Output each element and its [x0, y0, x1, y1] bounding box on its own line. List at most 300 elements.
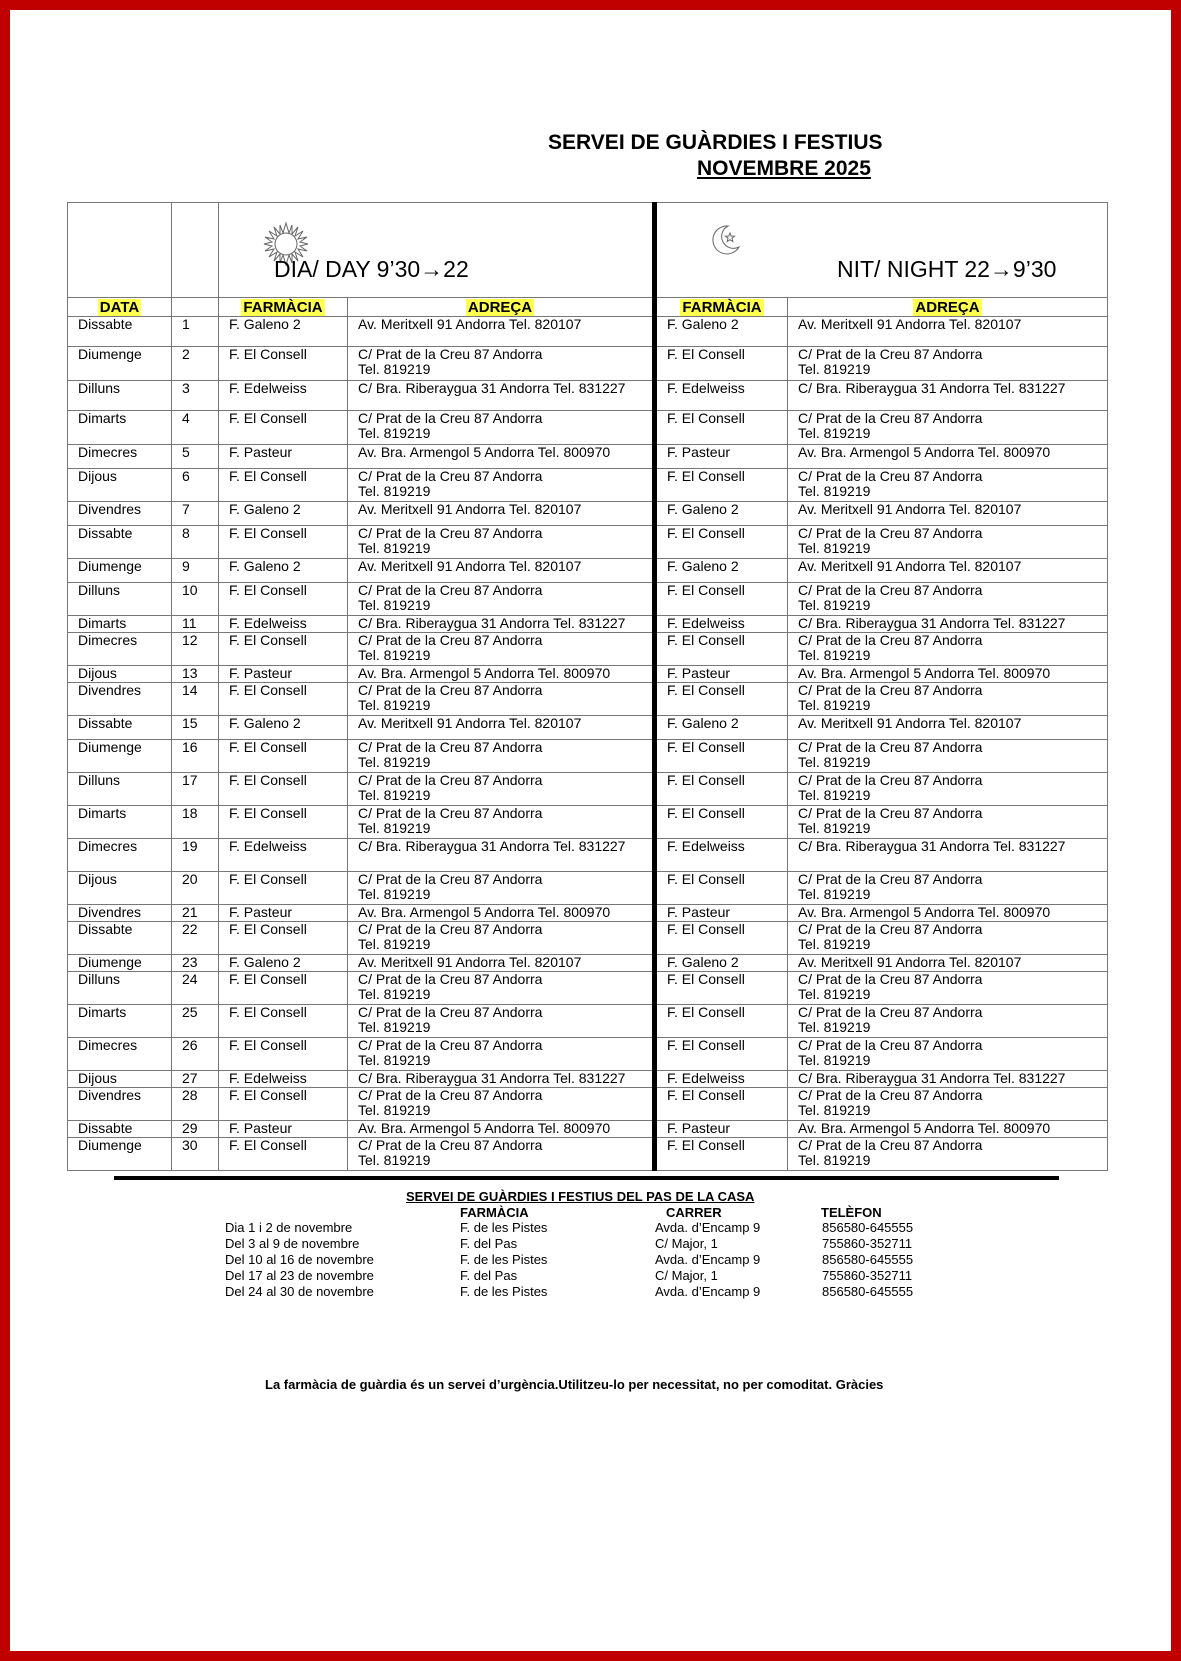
day-header-cell — [219, 203, 655, 298]
pas-row — [225, 1284, 945, 1300]
address-line: C/ Prat de la Creu 87 Andorra — [798, 682, 983, 698]
table-row — [68, 716, 1108, 740]
address-day — [348, 905, 655, 922]
day-cell: Divendres — [68, 502, 172, 526]
address-night — [788, 683, 1108, 716]
pharmacy-day: F. El Consell — [219, 583, 348, 616]
address-line: Av. Bra. Armengol 5 Andorra Tel. 800970 — [798, 904, 1051, 920]
phone-line: Tel. 819219 — [798, 986, 871, 1002]
day-number: 23 — [172, 955, 219, 972]
column-header-row — [68, 298, 1108, 317]
phone-line: Tel. 819219 — [798, 1152, 871, 1168]
table-row — [68, 683, 1108, 716]
day-cell: Dijous — [68, 469, 172, 502]
pharmacy-day: F. El Consell — [219, 1038, 348, 1071]
address-line: Av. Meritxell 91 Andorra Tel. 820107 — [358, 558, 582, 574]
pas-pharmacy: F. de les Pistes — [460, 1284, 548, 1299]
address-day — [348, 806, 655, 839]
address-line: C/ Bra. Riberaygua 31 Andorra Tel. 831227 — [798, 838, 1066, 854]
pharmacy-day: F. Galeno 2 — [219, 955, 348, 972]
day-number: 14 — [172, 683, 219, 716]
pharmacy-night: F. El Consell — [655, 806, 788, 839]
address-day — [348, 1071, 655, 1088]
pharmacy-day: F. Pasteur — [219, 1121, 348, 1138]
address-line: C/ Prat de la Creu 87 Andorra — [358, 1087, 543, 1103]
table-row — [68, 347, 1108, 381]
pharmacy-day: F. El Consell — [219, 683, 348, 716]
pas-row — [225, 1252, 945, 1268]
address-night — [788, 972, 1108, 1005]
col-adreca-night: ADREÇA — [915, 298, 980, 316]
day-cell: Diumenge — [68, 740, 172, 773]
day-number: 7 — [172, 502, 219, 526]
address-night — [788, 773, 1108, 806]
table-row — [68, 469, 1108, 502]
day-cell: Dimarts — [68, 806, 172, 839]
pharmacy-day: F. El Consell — [219, 411, 348, 445]
day-cell: Dissabte — [68, 716, 172, 740]
pas-row — [225, 1220, 945, 1236]
address-day — [348, 583, 655, 616]
address-line: C/ Bra. Riberaygua 31 Andorra Tel. 831227 — [358, 615, 626, 631]
phone-line: Tel. 819219 — [358, 361, 431, 377]
pharmacy-night: F. El Consell — [655, 740, 788, 773]
address-line: C/ Prat de la Creu 87 Andorra — [798, 805, 983, 821]
address-line: C/ Prat de la Creu 87 Andorra — [798, 1087, 983, 1103]
address-day — [348, 740, 655, 773]
address-day — [348, 666, 655, 683]
phone-line: Tel. 819219 — [358, 540, 431, 556]
address-line: Av. Bra. Armengol 5 Andorra Tel. 800970 — [358, 665, 611, 681]
day-cell: Dissabte — [68, 1121, 172, 1138]
pas-pharmacy: F. del Pas — [460, 1268, 518, 1283]
day-cell: Dilluns — [68, 773, 172, 806]
address-line: Av. Meritxell 91 Andorra Tel. 820107 — [358, 954, 582, 970]
phone-line: Tel. 819219 — [798, 820, 871, 836]
day-number: 1 — [172, 317, 219, 347]
table-row — [68, 806, 1108, 839]
address-day — [348, 469, 655, 502]
address-night — [788, 740, 1108, 773]
day-number: 18 — [172, 806, 219, 839]
phone-line: Tel. 819219 — [358, 820, 431, 836]
address-night — [788, 583, 1108, 616]
address-day — [348, 381, 655, 411]
table-row — [68, 666, 1108, 683]
table-row — [68, 502, 1108, 526]
pharmacy-night: F. El Consell — [655, 922, 788, 955]
address-night — [788, 633, 1108, 666]
address-night — [788, 922, 1108, 955]
address-day — [348, 317, 655, 347]
phone-line: Tel. 819219 — [358, 1152, 431, 1168]
pharmacy-day: F. El Consell — [219, 922, 348, 955]
pharmacy-night: F. El Consell — [655, 683, 788, 716]
table-row — [68, 773, 1108, 806]
day-cell: Dijous — [68, 1071, 172, 1088]
phone-line: Tel. 819219 — [358, 483, 431, 499]
address-night — [788, 666, 1108, 683]
pas-col-farmacia: FARMÀCIA — [460, 1205, 529, 1220]
pharmacy-night: F. Edelweiss — [655, 1071, 788, 1088]
pas-street: Avda. d’Encamp 9 — [655, 1252, 761, 1267]
address-line: Av. Meritxell 91 Andorra Tel. 820107 — [798, 715, 1022, 731]
col-farmacia-night: FARMÀCIA — [682, 298, 762, 316]
address-day — [348, 683, 655, 716]
pharmacy-day: F. Galeno 2 — [219, 716, 348, 740]
address-night — [788, 839, 1108, 872]
table-row — [68, 872, 1108, 905]
address-line: Av. Meritxell 91 Andorra Tel. 820107 — [358, 715, 582, 731]
phone-line: Tel. 819219 — [798, 425, 871, 441]
pharmacy-day: F. El Consell — [219, 1138, 348, 1171]
pharmacy-day: F. Edelweiss — [219, 381, 348, 411]
address-day — [348, 616, 655, 633]
day-cell: Dissabte — [68, 922, 172, 955]
pharmacy-night: F. El Consell — [655, 773, 788, 806]
day-number: 27 — [172, 1071, 219, 1088]
pas-period: Del 10 al 16 de novembre — [225, 1252, 374, 1267]
day-number: 26 — [172, 1038, 219, 1071]
phone-line: Tel. 819219 — [358, 754, 431, 770]
pharmacy-night: F. El Consell — [655, 1088, 788, 1121]
pas-period: Del 17 al 23 de novembre — [225, 1268, 374, 1283]
page-title: SERVEI DE GUÀRDIES I FESTIUS — [548, 131, 883, 154]
footer-note: La farmàcia de guàrdia és un servei d’urgència.Utilitzeu-lo per necessitat, no per comoditat. Gràcies — [265, 1377, 884, 1392]
table-row — [68, 740, 1108, 773]
address-day — [348, 1088, 655, 1121]
address-line: C/ Prat de la Creu 87 Andorra — [798, 525, 983, 541]
table-row — [68, 526, 1108, 559]
address-line: C/ Prat de la Creu 87 Andorra — [798, 1037, 983, 1053]
address-line: C/ Prat de la Creu 87 Andorra — [358, 1004, 543, 1020]
phone-line: Tel. 819219 — [798, 1102, 871, 1118]
address-line: C/ Prat de la Creu 87 Andorra — [798, 921, 983, 937]
pas-col-carrer: CARRER — [666, 1205, 722, 1220]
table-row — [68, 1088, 1108, 1121]
day-cell: Diumenge — [68, 1138, 172, 1171]
day-cell: Dijous — [68, 666, 172, 683]
address-night — [788, 1005, 1108, 1038]
day-number: 8 — [172, 526, 219, 559]
pas-phone: 856580-645555 — [822, 1220, 914, 1235]
address-line: Av. Bra. Armengol 5 Andorra Tel. 800970 — [798, 665, 1051, 681]
table-row — [68, 583, 1108, 616]
pharmacy-night: F. El Consell — [655, 1038, 788, 1071]
pas-row — [225, 1268, 945, 1284]
address-day — [348, 1121, 655, 1138]
pharmacy-night: F. Galeno 2 — [655, 317, 788, 347]
phone-line: Tel. 819219 — [798, 361, 871, 377]
day-cell: Dimecres — [68, 1038, 172, 1071]
table-row — [68, 1071, 1108, 1088]
address-night — [788, 1138, 1108, 1171]
pharmacy-day: F. El Consell — [219, 469, 348, 502]
pharmacy-day: F. El Consell — [219, 972, 348, 1005]
address-line: C/ Prat de la Creu 87 Andorra — [358, 632, 543, 648]
pas-pharmacy: F. de les Pistes — [460, 1252, 548, 1267]
address-night — [788, 381, 1108, 411]
col-adreca-day: ADREÇA — [467, 298, 533, 316]
table-row — [68, 633, 1108, 666]
address-line: C/ Prat de la Creu 87 Andorra — [798, 772, 983, 788]
table-header-row — [68, 203, 1108, 298]
pharmacy-night: F. Pasteur — [655, 1121, 788, 1138]
divider-line — [114, 1176, 1059, 1180]
pharmacy-day: F. Pasteur — [219, 666, 348, 683]
day-cell: Diumenge — [68, 559, 172, 583]
pharmacy-night: F. Galeno 2 — [655, 716, 788, 740]
address-night — [788, 445, 1108, 469]
day-number: 28 — [172, 1088, 219, 1121]
table-row — [68, 381, 1108, 411]
address-line: C/ Prat de la Creu 87 Andorra — [798, 739, 983, 755]
day-cell: Dimecres — [68, 445, 172, 469]
pas-period: Dia 1 i 2 de novembre — [225, 1220, 353, 1235]
address-night — [788, 955, 1108, 972]
address-line: Av. Meritxell 91 Andorra Tel. 820107 — [798, 316, 1022, 332]
table-row — [68, 905, 1108, 922]
table-row — [68, 1038, 1108, 1071]
pas-street: Avda. d’Encamp 9 — [655, 1284, 761, 1299]
pharmacy-night: F. El Consell — [655, 526, 788, 559]
day-cell: Dissabte — [68, 317, 172, 347]
phone-line: Tel. 819219 — [358, 886, 431, 902]
phone-line: Tel. 819219 — [358, 787, 431, 803]
address-line: Av. Bra. Armengol 5 Andorra Tel. 800970 — [358, 444, 611, 460]
pharmacy-night: F. El Consell — [655, 633, 788, 666]
address-line: Av. Meritxell 91 Andorra Tel. 820107 — [798, 558, 1022, 574]
address-day — [348, 559, 655, 583]
phone-line: Tel. 819219 — [798, 540, 871, 556]
day-number: 22 — [172, 922, 219, 955]
day-cell: Divendres — [68, 1088, 172, 1121]
address-line: Av. Meritxell 91 Andorra Tel. 820107 — [358, 316, 582, 332]
address-night — [788, 317, 1108, 347]
address-line: C/ Prat de la Creu 87 Andorra — [358, 1137, 543, 1153]
address-line: C/ Prat de la Creu 87 Andorra — [358, 346, 543, 362]
address-day — [348, 972, 655, 1005]
phone-line: Tel. 819219 — [798, 787, 871, 803]
phone-line: Tel. 819219 — [798, 754, 871, 770]
pharmacy-night: F. El Consell — [655, 411, 788, 445]
phone-line: Tel. 819219 — [358, 597, 431, 613]
phone-line: Tel. 819219 — [798, 597, 871, 613]
pas-phone: 755860-352711 — [822, 1236, 913, 1251]
pharmacy-day: F. El Consell — [219, 526, 348, 559]
address-line: C/ Prat de la Creu 87 Andorra — [798, 1004, 983, 1020]
table-row — [68, 559, 1108, 583]
pas-phone: 856580-645555 — [822, 1252, 914, 1267]
address-line: C/ Bra. Riberaygua 31 Andorra Tel. 831227 — [798, 380, 1066, 396]
pas-period: Del 24 al 30 de novembre — [225, 1284, 374, 1299]
day-cell: Diumenge — [68, 347, 172, 381]
pharmacy-day: F. Galeno 2 — [219, 559, 348, 583]
pharmacy-day: F. El Consell — [219, 806, 348, 839]
phone-line: Tel. 819219 — [798, 697, 871, 713]
day-cell: Dimecres — [68, 839, 172, 872]
day-cell: Dijous — [68, 872, 172, 905]
address-day — [348, 633, 655, 666]
day-number: 3 — [172, 381, 219, 411]
phone-line: Tel. 819219 — [798, 936, 871, 952]
address-night — [788, 1071, 1108, 1088]
address-line: C/ Prat de la Creu 87 Andorra — [358, 971, 543, 987]
address-line: C/ Bra. Riberaygua 31 Andorra Tel. 831227 — [798, 615, 1066, 631]
pharmacy-day: F. El Consell — [219, 773, 348, 806]
address-day — [348, 872, 655, 905]
phone-line: Tel. 819219 — [358, 697, 431, 713]
pharmacy-night: F. Galeno 2 — [655, 502, 788, 526]
night-header-cell — [655, 203, 1108, 298]
address-day — [348, 1038, 655, 1071]
phone-line: Tel. 819219 — [798, 886, 871, 902]
address-line: C/ Prat de la Creu 87 Andorra — [798, 632, 983, 648]
pharmacy-night: F. El Consell — [655, 1138, 788, 1171]
pharmacy-night: F. Edelweiss — [655, 616, 788, 633]
address-day — [348, 955, 655, 972]
day-number: 11 — [172, 616, 219, 633]
day-number: 6 — [172, 469, 219, 502]
address-line: C/ Bra. Riberaygua 31 Andorra Tel. 831227 — [358, 838, 626, 854]
phone-line: Tel. 819219 — [358, 1102, 431, 1118]
pharmacy-day: F. Galeno 2 — [219, 317, 348, 347]
day-cell: Dilluns — [68, 381, 172, 411]
table-row — [68, 445, 1108, 469]
day-cell: Diumenge — [68, 955, 172, 972]
address-line: C/ Prat de la Creu 87 Andorra — [358, 582, 543, 598]
address-line: C/ Prat de la Creu 87 Andorra — [798, 971, 983, 987]
col-data: DATA — [99, 298, 140, 316]
pas-pharmacy: F. de les Pistes — [460, 1220, 548, 1235]
address-line: C/ Bra. Riberaygua 31 Andorra Tel. 831227 — [358, 380, 626, 396]
address-night — [788, 502, 1108, 526]
address-day — [348, 347, 655, 381]
phone-line: Tel. 819219 — [358, 1019, 431, 1035]
address-line: C/ Prat de la Creu 87 Andorra — [798, 871, 983, 887]
table-row — [68, 839, 1108, 872]
day-cell: Dimarts — [68, 1005, 172, 1038]
day-number: 20 — [172, 872, 219, 905]
day-number: 30 — [172, 1138, 219, 1171]
table-row — [68, 922, 1108, 955]
address-night — [788, 559, 1108, 583]
day-cell: Dilluns — [68, 972, 172, 1005]
address-day — [348, 1138, 655, 1171]
day-cell: Dilluns — [68, 583, 172, 616]
pas-period: Del 3 al 9 de novembre — [225, 1236, 360, 1251]
pharmacy-night: F. Edelweiss — [655, 381, 788, 411]
table-row — [68, 1005, 1108, 1038]
month-title: NOVEMBRE 2025 — [697, 157, 871, 180]
phone-line: Tel. 819219 — [798, 647, 871, 663]
pharmacy-night: F. El Consell — [655, 1005, 788, 1038]
address-line: Av. Bra. Armengol 5 Andorra Tel. 800970 — [798, 444, 1051, 460]
address-line: C/ Prat de la Creu 87 Andorra — [358, 468, 543, 484]
phone-line: Tel. 819219 — [358, 1052, 431, 1068]
address-night — [788, 526, 1108, 559]
address-day — [348, 922, 655, 955]
pharmacy-day: F. El Consell — [219, 1088, 348, 1121]
pharmacy-day: F. El Consell — [219, 347, 348, 381]
pharmacy-night: F. Galeno 2 — [655, 955, 788, 972]
address-night — [788, 872, 1108, 905]
address-line: C/ Prat de la Creu 87 Andorra — [358, 682, 543, 698]
table-row — [68, 955, 1108, 972]
pharmacy-day: F. Edelweiss — [219, 1071, 348, 1088]
phone-line: Tel. 819219 — [358, 647, 431, 663]
schedule-table — [67, 202, 1108, 1171]
pharmacy-night: F. El Consell — [655, 469, 788, 502]
address-day — [348, 502, 655, 526]
day-cell: Divendres — [68, 905, 172, 922]
table-row — [68, 411, 1108, 445]
pharmacy-night: F. Galeno 2 — [655, 559, 788, 583]
address-line: Av. Bra. Armengol 5 Andorra Tel. 800970 — [798, 1120, 1051, 1136]
address-line: C/ Prat de la Creu 87 Andorra — [358, 410, 543, 426]
pharmacy-day: F. Galeno 2 — [219, 502, 348, 526]
address-night — [788, 1121, 1108, 1138]
day-number: 21 — [172, 905, 219, 922]
address-line: C/ Prat de la Creu 87 Andorra — [358, 1037, 543, 1053]
pas-street: C/ Major, 1 — [655, 1268, 718, 1283]
address-line: C/ Prat de la Creu 87 Andorra — [798, 468, 983, 484]
address-line: Av. Meritxell 91 Andorra Tel. 820107 — [798, 954, 1022, 970]
phone-line: Tel. 819219 — [798, 483, 871, 499]
pharmacy-day: F. El Consell — [219, 872, 348, 905]
address-day — [348, 716, 655, 740]
pharmacy-day: F. Edelweiss — [219, 616, 348, 633]
address-night — [788, 905, 1108, 922]
pharmacy-night: F. Pasteur — [655, 445, 788, 469]
pas-phone: 856580-645555 — [822, 1284, 914, 1299]
day-number: 19 — [172, 839, 219, 872]
address-night — [788, 469, 1108, 502]
day-cell: Dissabte — [68, 526, 172, 559]
pharmacy-day: F. Pasteur — [219, 905, 348, 922]
day-number: 24 — [172, 972, 219, 1005]
address-day — [348, 411, 655, 445]
day-cell: Divendres — [68, 683, 172, 716]
address-day — [348, 773, 655, 806]
pas-street: Avda. d’Encamp 9 — [655, 1220, 761, 1235]
day-number: 4 — [172, 411, 219, 445]
day-number: 12 — [172, 633, 219, 666]
address-line: C/ Prat de la Creu 87 Andorra — [798, 346, 983, 362]
table-row — [68, 616, 1108, 633]
table-row — [68, 1138, 1108, 1171]
phone-line: Tel. 819219 — [798, 1019, 871, 1035]
table-row — [68, 1121, 1108, 1138]
day-number: 2 — [172, 347, 219, 381]
address-day — [348, 1005, 655, 1038]
pharmacy-night: F. Pasteur — [655, 905, 788, 922]
address-line: C/ Prat de la Creu 87 Andorra — [358, 921, 543, 937]
address-line: C/ Prat de la Creu 87 Andorra — [358, 772, 543, 788]
address-line: C/ Prat de la Creu 87 Andorra — [358, 871, 543, 887]
day-cell: Dimarts — [68, 411, 172, 445]
day-number: 5 — [172, 445, 219, 469]
address-night — [788, 347, 1108, 381]
address-line: Av. Bra. Armengol 5 Andorra Tel. 800970 — [358, 904, 611, 920]
address-line: C/ Bra. Riberaygua 31 Andorra Tel. 831227 — [358, 1070, 626, 1086]
pharmacy-night: F. El Consell — [655, 972, 788, 1005]
address-day — [348, 839, 655, 872]
pharmacy-night: F. El Consell — [655, 347, 788, 381]
pharmacy-night: F. El Consell — [655, 872, 788, 905]
day-number: 10 — [172, 583, 219, 616]
address-night — [788, 716, 1108, 740]
